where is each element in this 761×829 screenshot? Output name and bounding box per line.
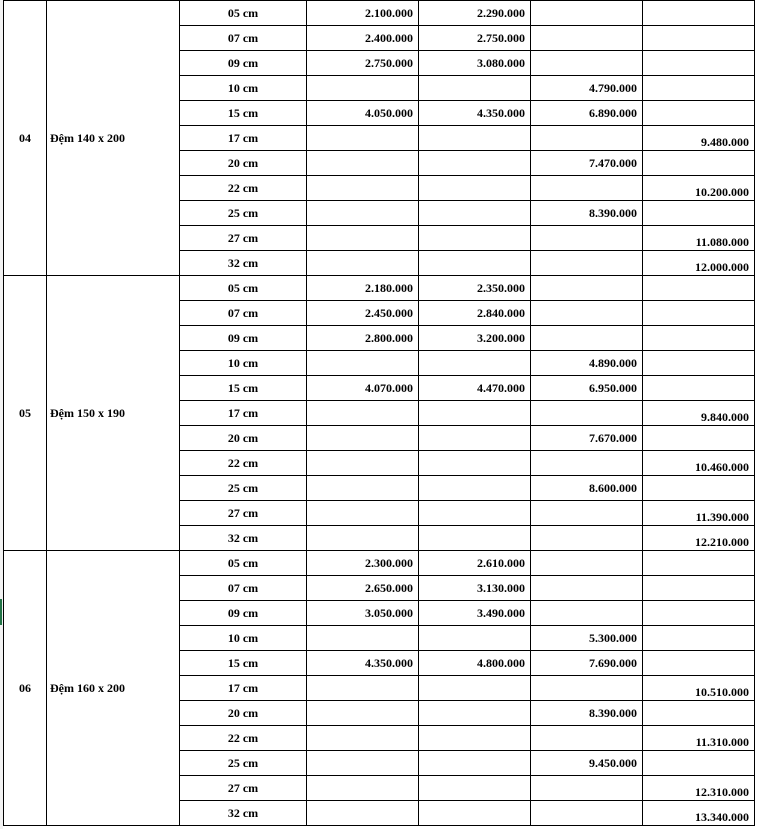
price-cell-2[interactable] <box>419 751 531 776</box>
price-cell-4[interactable]: 11.080.000 <box>643 226 755 251</box>
price-cell-2[interactable] <box>419 501 531 526</box>
price-cell-1[interactable] <box>307 201 419 226</box>
product-name-cell[interactable]: Đệm 140 x 200 <box>47 1 180 276</box>
price-cell-1[interactable]: 4.350.000 <box>307 651 419 676</box>
thickness-cell[interactable]: 10 cm <box>180 76 307 101</box>
price-cell-4[interactable]: 10.460.000 <box>643 451 755 476</box>
price-cell-1[interactable]: 3.050.000 <box>307 601 419 626</box>
price-cell-3[interactable]: 4.890.000 <box>531 351 643 376</box>
price-cell-4[interactable] <box>643 151 755 176</box>
thickness-cell[interactable]: 10 cm <box>180 626 307 651</box>
thickness-cell[interactable]: 17 cm <box>180 126 307 151</box>
price-cell-1[interactable] <box>307 176 419 201</box>
price-cell-1[interactable]: 2.750.000 <box>307 51 419 76</box>
price-cell-4[interactable]: 11.390.000 <box>643 501 755 526</box>
price-cell-2[interactable] <box>419 126 531 151</box>
price-cell-4[interactable] <box>643 51 755 76</box>
price-cell-4[interactable] <box>643 76 755 101</box>
price-cell-1[interactable] <box>307 526 419 551</box>
price-cell-4[interactable]: 13.340.000 <box>643 801 755 826</box>
thickness-cell[interactable]: 07 cm <box>180 26 307 51</box>
price-cell-1[interactable]: 4.070.000 <box>307 376 419 401</box>
price-cell-4[interactable]: 11.310.000 <box>643 726 755 751</box>
active-cell-marker <box>0 599 2 625</box>
thickness-cell[interactable]: 20 cm <box>180 151 307 176</box>
thickness-cell[interactable]: 27 cm <box>180 226 307 251</box>
price-cell-4[interactable] <box>643 476 755 501</box>
price-cell-1[interactable]: 2.180.000 <box>307 276 419 301</box>
price-cell-1[interactable] <box>307 751 419 776</box>
thickness-cell[interactable]: 20 cm <box>180 426 307 451</box>
price-cell-3[interactable] <box>531 551 643 576</box>
thickness-cell[interactable]: 22 cm <box>180 726 307 751</box>
thickness-cell[interactable]: 32 cm <box>180 526 307 551</box>
price-cell-2[interactable]: 3.490.000 <box>419 601 531 626</box>
price-cell-4[interactable]: 10.200.000 <box>643 176 755 201</box>
price-cell-1[interactable] <box>307 701 419 726</box>
price-cell-4[interactable] <box>643 551 755 576</box>
price-cell-1[interactable] <box>307 126 419 151</box>
product-name-cell[interactable]: Đệm 150 x 190 <box>47 276 180 551</box>
price-cell-2[interactable]: 2.610.000 <box>419 551 531 576</box>
price-table <box>3 0 755 826</box>
price-cell-2[interactable]: 3.200.000 <box>419 326 531 351</box>
price-cell-4[interactable] <box>643 426 755 451</box>
price-cell-4[interactable] <box>643 201 755 226</box>
price-cell-1[interactable]: 2.450.000 <box>307 301 419 326</box>
price-cell-4[interactable]: 12.210.000 <box>643 526 755 551</box>
price-cell-2[interactable] <box>419 701 531 726</box>
price-cell-4[interactable] <box>643 101 755 126</box>
price-cell-2[interactable] <box>419 401 531 426</box>
price-cell-2[interactable] <box>419 226 531 251</box>
price-cell-2[interactable] <box>419 351 531 376</box>
price-cell-1[interactable]: 2.650.000 <box>307 576 419 601</box>
price-cell-3[interactable] <box>531 326 643 351</box>
price-cell-3[interactable] <box>531 576 643 601</box>
price-cell-2[interactable] <box>419 726 531 751</box>
thickness-cell[interactable]: 05 cm <box>180 551 307 576</box>
price-cell-4[interactable] <box>643 651 755 676</box>
price-cell-3[interactable]: 9.450.000 <box>531 751 643 776</box>
group-number-cell[interactable]: 04 <box>4 1 47 276</box>
thickness-cell[interactable]: 17 cm <box>180 401 307 426</box>
price-cell-3[interactable] <box>531 226 643 251</box>
price-cell-4[interactable] <box>643 376 755 401</box>
price-cell-2[interactable] <box>419 476 531 501</box>
price-cell-3[interactable]: 7.670.000 <box>531 426 643 451</box>
price-cell-2[interactable]: 3.130.000 <box>419 576 531 601</box>
price-cell-2[interactable] <box>419 151 531 176</box>
price-cell-3[interactable] <box>531 526 643 551</box>
price-cell-1[interactable] <box>307 501 419 526</box>
price-cell-2[interactable] <box>419 801 531 826</box>
price-cell-3[interactable]: 7.690.000 <box>531 651 643 676</box>
price-cell-3[interactable] <box>531 401 643 426</box>
price-cell-3[interactable]: 5.300.000 <box>531 626 643 651</box>
price-cell-2[interactable]: 2.750.000 <box>419 26 531 51</box>
price-cell-2[interactable] <box>419 176 531 201</box>
thickness-cell[interactable]: 25 cm <box>180 476 307 501</box>
price-cell-1[interactable]: 2.100.000 <box>307 1 419 26</box>
price-cell-3[interactable] <box>531 801 643 826</box>
price-cell-3[interactable] <box>531 676 643 701</box>
price-cell-1[interactable] <box>307 776 419 801</box>
price-cell-2[interactable] <box>419 201 531 226</box>
price-cell-2[interactable]: 2.350.000 <box>419 276 531 301</box>
thickness-cell[interactable]: 05 cm <box>180 276 307 301</box>
price-cell-1[interactable] <box>307 426 419 451</box>
price-cell-3[interactable] <box>531 26 643 51</box>
price-cell-2[interactable]: 4.800.000 <box>419 651 531 676</box>
price-cell-2[interactable]: 4.350.000 <box>419 101 531 126</box>
thickness-cell[interactable]: 32 cm <box>180 251 307 276</box>
price-cell-2[interactable] <box>419 76 531 101</box>
thickness-cell[interactable]: 10 cm <box>180 351 307 376</box>
thickness-cell[interactable]: 15 cm <box>180 101 307 126</box>
group-number-cell[interactable]: 05 <box>4 276 47 551</box>
price-cell-4[interactable] <box>643 601 755 626</box>
thickness-cell[interactable]: 20 cm <box>180 701 307 726</box>
price-cell-4[interactable] <box>643 301 755 326</box>
price-cell-2[interactable] <box>419 626 531 651</box>
price-cell-1[interactable] <box>307 226 419 251</box>
price-cell-1[interactable] <box>307 401 419 426</box>
price-cell-1[interactable] <box>307 626 419 651</box>
price-cell-4[interactable] <box>643 276 755 301</box>
price-cell-2[interactable] <box>419 526 531 551</box>
thickness-cell[interactable]: 32 cm <box>180 801 307 826</box>
price-cell-3[interactable] <box>531 251 643 276</box>
price-cell-4[interactable] <box>643 326 755 351</box>
price-cell-4[interactable] <box>643 351 755 376</box>
price-cell-2[interactable]: 4.470.000 <box>419 376 531 401</box>
price-cell-3[interactable]: 4.790.000 <box>531 76 643 101</box>
thickness-cell[interactable]: 25 cm <box>180 201 307 226</box>
price-cell-3[interactable]: 6.890.000 <box>531 101 643 126</box>
price-cell-2[interactable]: 2.840.000 <box>419 301 531 326</box>
price-cell-3[interactable] <box>531 726 643 751</box>
price-cell-4[interactable] <box>643 26 755 51</box>
price-cell-4[interactable] <box>643 701 755 726</box>
price-cell-4[interactable] <box>643 626 755 651</box>
price-cell-2[interactable] <box>419 451 531 476</box>
thickness-cell[interactable]: 15 cm <box>180 651 307 676</box>
price-cell-3[interactable]: 6.950.000 <box>531 376 643 401</box>
price-cell-4[interactable]: 9.480.000 <box>643 126 755 151</box>
price-cell-4[interactable]: 12.310.000 <box>643 776 755 801</box>
price-cell-3[interactable]: 8.390.000 <box>531 701 643 726</box>
price-cell-1[interactable] <box>307 451 419 476</box>
price-cell-2[interactable]: 2.290.000 <box>419 1 531 26</box>
price-cell-1[interactable]: 2.800.000 <box>307 326 419 351</box>
price-cell-3[interactable] <box>531 126 643 151</box>
price-cell-3[interactable] <box>531 276 643 301</box>
price-cell-3[interactable] <box>531 776 643 801</box>
price-cell-1[interactable]: 2.400.000 <box>307 26 419 51</box>
price-cell-1[interactable] <box>307 676 419 701</box>
thickness-cell[interactable]: 25 cm <box>180 751 307 776</box>
price-cell-4[interactable] <box>643 1 755 26</box>
price-cell-3[interactable] <box>531 301 643 326</box>
thickness-cell[interactable]: 09 cm <box>180 601 307 626</box>
thickness-cell[interactable]: 05 cm <box>180 1 307 26</box>
price-cell-2[interactable] <box>419 776 531 801</box>
price-cell-1[interactable] <box>307 801 419 826</box>
price-cell-3[interactable] <box>531 451 643 476</box>
price-cell-1[interactable] <box>307 476 419 501</box>
product-name-cell[interactable]: Đệm 160 x 200 <box>47 551 180 826</box>
thickness-cell[interactable]: 07 cm <box>180 301 307 326</box>
table-row <box>4 276 755 301</box>
price-cell-1[interactable]: 4.050.000 <box>307 101 419 126</box>
price-cell-3[interactable] <box>531 501 643 526</box>
thickness-cell[interactable]: 09 cm <box>180 51 307 76</box>
table-row <box>4 551 755 576</box>
price-cell-3[interactable] <box>531 601 643 626</box>
thickness-cell[interactable]: 22 cm <box>180 451 307 476</box>
price-cell-4[interactable] <box>643 751 755 776</box>
price-cell-1[interactable] <box>307 251 419 276</box>
price-cell-1[interactable] <box>307 76 419 101</box>
price-cell-3[interactable]: 7.470.000 <box>531 151 643 176</box>
price-cell-1[interactable]: 2.300.000 <box>307 551 419 576</box>
price-cell-4[interactable] <box>643 576 755 601</box>
price-cell-3[interactable]: 8.390.000 <box>531 201 643 226</box>
thickness-cell[interactable]: 09 cm <box>180 326 307 351</box>
price-cell-2[interactable] <box>419 251 531 276</box>
price-cell-1[interactable] <box>307 351 419 376</box>
price-cell-3[interactable] <box>531 1 643 26</box>
thickness-cell[interactable]: 27 cm <box>180 776 307 801</box>
price-cell-2[interactable]: 3.080.000 <box>419 51 531 76</box>
price-cell-1[interactable] <box>307 726 419 751</box>
thickness-cell[interactable]: 17 cm <box>180 676 307 701</box>
price-cell-4[interactable]: 9.840.000 <box>643 401 755 426</box>
price-cell-3[interactable] <box>531 51 643 76</box>
thickness-cell[interactable]: 15 cm <box>180 376 307 401</box>
thickness-cell[interactable]: 07 cm <box>180 576 307 601</box>
price-cell-4[interactable]: 12.000.000 <box>643 251 755 276</box>
price-cell-4[interactable]: 10.510.000 <box>643 676 755 701</box>
price-cell-1[interactable] <box>307 151 419 176</box>
price-cell-2[interactable] <box>419 676 531 701</box>
thickness-cell[interactable]: 27 cm <box>180 501 307 526</box>
price-cell-2[interactable] <box>419 426 531 451</box>
price-cell-3[interactable] <box>531 176 643 201</box>
thickness-cell[interactable]: 22 cm <box>180 176 307 201</box>
price-cell-3[interactable]: 8.600.000 <box>531 476 643 501</box>
table-row <box>4 1 755 26</box>
group-number-cell[interactable]: 06 <box>4 551 47 826</box>
